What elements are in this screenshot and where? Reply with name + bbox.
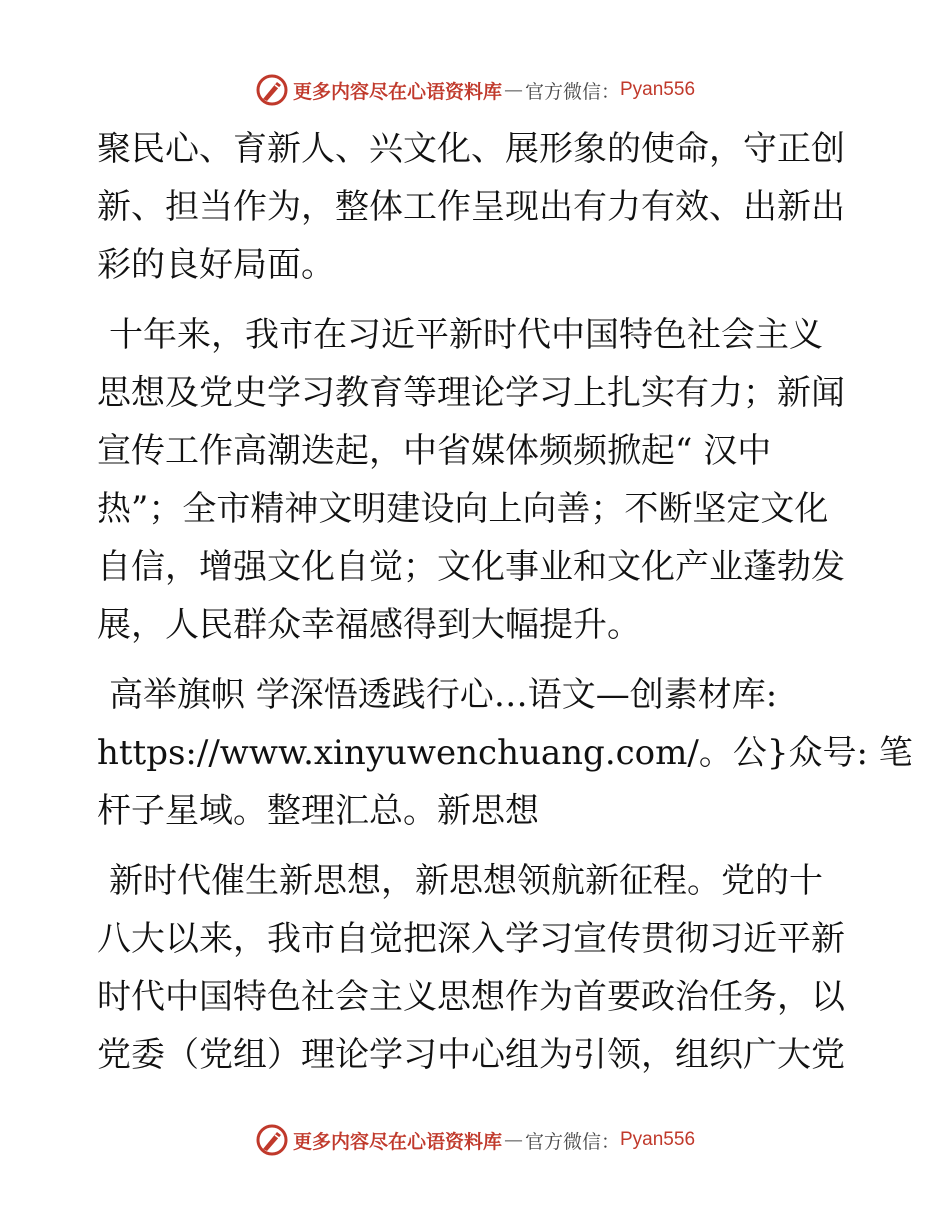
paragraph-3 <box>97 666 913 840</box>
header-banner <box>0 70 950 110</box>
text-line: 热”；全市精神文明建设向上向善；不断坚定文化 <box>97 489 829 529</box>
text-line: 时代中国特色社会主义思想作为首要政治任务，以 <box>97 977 845 1017</box>
text-line: 党委（党组）理论学习中心组为引领，组织广大党 <box>97 1035 845 1075</box>
header-brand: 更多内容尽在心语资料库 <box>292 80 502 103</box>
text-line: 彩的良好局面。 <box>97 245 335 285</box>
text-line: 思想及党史学习教育等理论学习上扎实有力；新闻 <box>97 373 845 413</box>
paragraph-4 <box>97 852 857 1084</box>
paragraph-2 <box>97 306 857 654</box>
text-line: 十年来，我市在习近平新时代中国特色社会主义 <box>109 315 823 355</box>
quill-logo-icon <box>255 1123 289 1157</box>
paragraph-1 <box>97 120 857 294</box>
text-line: 新时代催生新思想，新思想领航新征程。党的十 <box>109 861 823 901</box>
text-line: 聚民心、育新人、兴文化、展形象的使命，守正创 <box>97 129 845 169</box>
text-line: 展，人民群众幸福感得到大幅提升。 <box>97 605 641 645</box>
text-line: 宣传工作高潮迭起，中省媒体频频掀起“ 汉中 <box>97 431 772 471</box>
quill-logo-icon <box>255 73 289 107</box>
footer-brand: 更多内容尽在心语资料库 <box>292 1130 502 1153</box>
header-wechat-id: Pyan556 <box>620 79 696 100</box>
document-body <box>97 120 913 1096</box>
text-line: 高举旗帜 学深悟透践行心…语文—创素材库: <box>109 675 778 715</box>
footer-banner <box>0 1120 950 1160</box>
text-line: 自信，增强文化自觉；文化事业和文化产业蓬勃发 <box>97 547 845 587</box>
header-separator: — <box>503 79 523 101</box>
footer-wechat-id: Pyan556 <box>620 1129 696 1150</box>
text-line: https://www.xinyuwenchuang.com/。公}众号: 笔 <box>97 733 913 773</box>
footer-official-label: 官方微信： <box>524 1130 620 1153</box>
text-line: 八大以来，我市自觉把深入学习宣传贯彻习近平新 <box>97 919 845 959</box>
text-line: 新、担当作为，整体工作呈现出有力有效、出新出 <box>97 187 845 227</box>
header-official-label: 官方微信： <box>524 80 620 103</box>
text-line: 杆子星域。整理汇总。新思想 <box>97 791 539 831</box>
footer-separator: — <box>503 1129 523 1151</box>
